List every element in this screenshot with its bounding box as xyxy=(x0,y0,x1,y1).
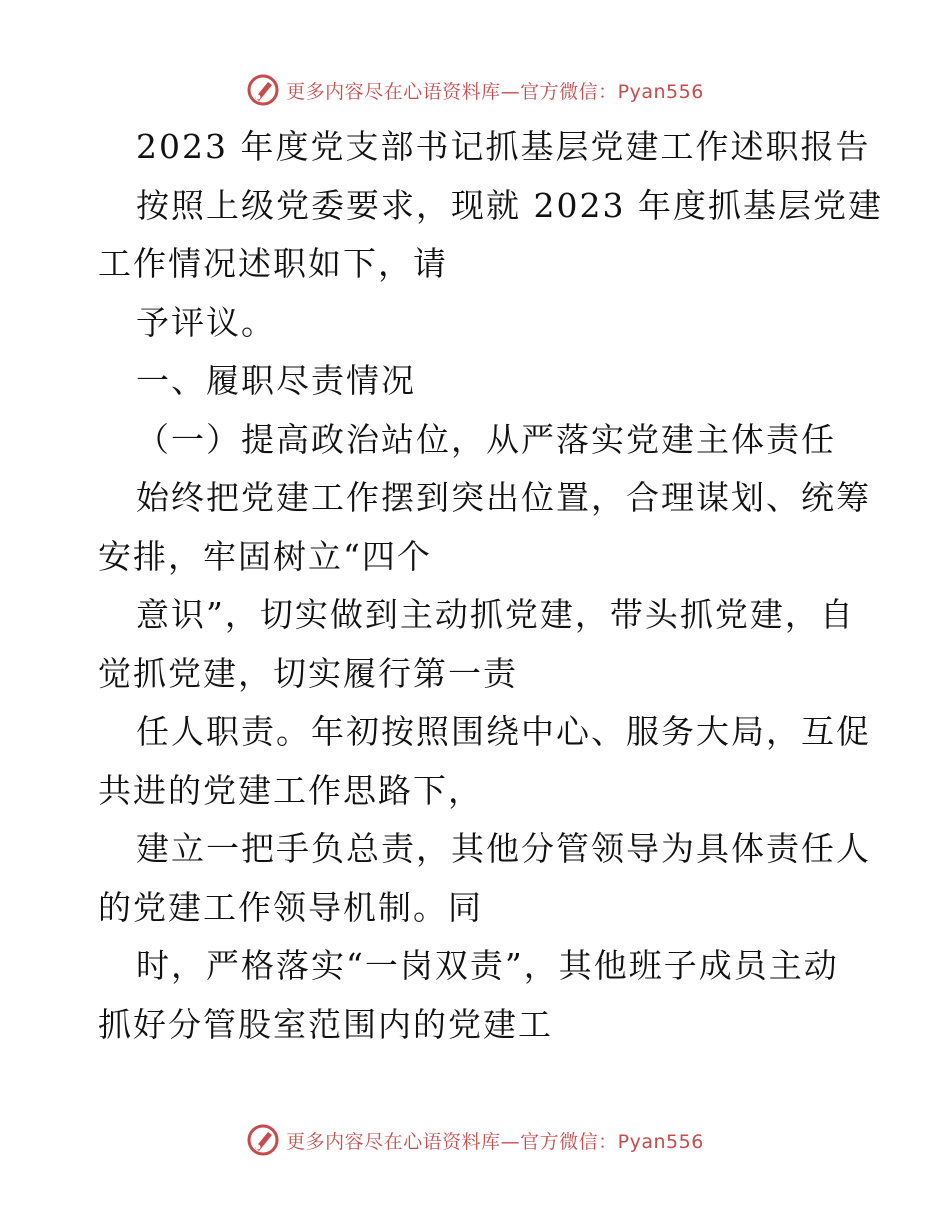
paragraph-line: 安排，牢固树立“四个 xyxy=(98,536,432,576)
watermark-text: 更多内容尽在心语资料库—官方微信：Pyan556 xyxy=(286,80,704,103)
paragraph-line: 觉抓党建，切实履行第一责 xyxy=(98,653,518,693)
subsection-heading: （一）提高政治站位，从严落实党建主体责任 xyxy=(136,419,836,459)
paragraph-line: 抓好分管股室范围内的党建工 xyxy=(98,1004,553,1044)
document-title: 2023 年度党支部书记抓基层党建工作述职报告 xyxy=(136,127,871,166)
paragraph-line: 任人职责。年初按照围绕中心、服务大局，互促 xyxy=(136,712,871,751)
paragraph-line: 的党建工作领导机制。同 xyxy=(98,887,483,927)
paragraph-line: 建立一把手负总责，其他分管领导为具体责任人 xyxy=(136,829,871,868)
paragraph-line: 时，严格落实“一岗双责”，其他班子成员主动 xyxy=(136,946,839,985)
watermark-banner-top xyxy=(0,70,950,110)
paragraph-line: 始终把党建工作摆到突出位置，合理谋划、统筹 xyxy=(136,478,871,517)
watermark-banner-bottom xyxy=(0,1120,950,1160)
document-body xyxy=(98,118,883,1054)
pen-logo-icon xyxy=(246,1123,280,1157)
section-heading: 一、履职尽责情况 xyxy=(136,361,416,400)
pen-logo-icon xyxy=(246,73,280,107)
paragraph-line: 意识”，切实做到主动抓党建，带头抓党建，自 xyxy=(136,595,855,634)
paragraph-line: 予评议。 xyxy=(136,302,276,342)
paragraph-line: 按照上级党委要求，现就 2023 年度抓基层党建 xyxy=(136,185,883,225)
paragraph-line: 共进的党建工作思路下， xyxy=(98,770,483,810)
watermark-text: 更多内容尽在心语资料库—官方微信：Pyan556 xyxy=(286,1130,704,1153)
paragraph-line: 工作情况述职如下，请 xyxy=(98,244,448,283)
